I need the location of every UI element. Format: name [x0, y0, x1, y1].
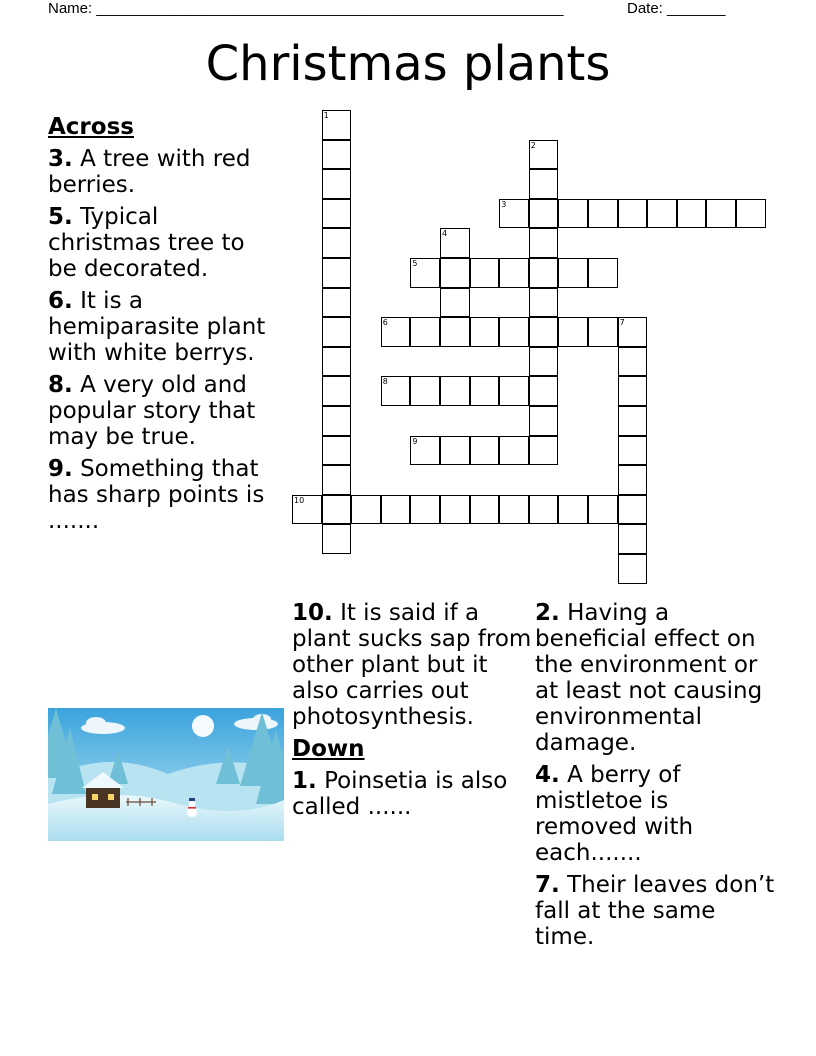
date-field-label: Date: _______ — [627, 0, 726, 17]
clue-text: Something that has sharp points is ....... — [48, 456, 265, 534]
cell-number: 7 — [619, 318, 625, 328]
crossword-cell[interactable] — [618, 495, 648, 525]
crossword-cell[interactable] — [351, 495, 381, 525]
sun-icon — [192, 715, 214, 737]
crossword-cell[interactable] — [322, 140, 352, 170]
crossword-cell[interactable] — [322, 406, 352, 436]
cell-number: 3 — [501, 199, 507, 209]
crossword-cell[interactable] — [529, 495, 559, 525]
across-clue — [292, 600, 532, 730]
down-heading: Down — [292, 736, 365, 762]
crossword-cell[interactable] — [529, 376, 559, 406]
crossword-cell[interactable] — [618, 376, 648, 406]
across-clue — [48, 204, 278, 282]
crossword-cell[interactable] — [647, 199, 677, 229]
cell-number: 6 — [382, 318, 388, 328]
clue-text: It is a hemiparasite plant with white berrys. — [48, 288, 266, 366]
clue-number: 6. — [48, 288, 73, 314]
crossword-cell[interactable] — [558, 317, 588, 347]
crossword-cell[interactable] — [499, 495, 529, 525]
across-clue — [48, 288, 278, 366]
cell-number: 8 — [382, 377, 388, 387]
crossword-cell[interactable] — [558, 495, 588, 525]
crossword-cell[interactable] — [440, 288, 470, 318]
cell-number: 4 — [442, 229, 448, 239]
crossword-cell[interactable] — [322, 228, 352, 258]
clue-text: A very old and popular story that may be true. — [48, 372, 256, 450]
crossword-cell[interactable] — [677, 199, 707, 229]
crossword-cell[interactable] — [440, 228, 470, 258]
crossword-cell[interactable] — [558, 199, 588, 229]
crossword-cell[interactable] — [410, 258, 440, 288]
cell-number: 10 — [294, 495, 305, 505]
crossword-cell[interactable] — [529, 228, 559, 258]
header-line — [48, 0, 726, 17]
clue-number: 5. — [48, 204, 73, 230]
down-clue — [292, 768, 532, 820]
crossword-cell[interactable] — [588, 495, 618, 525]
clue-text: Their leaves don’t fall at the same time. — [535, 872, 775, 950]
crossword-cell[interactable] — [322, 347, 352, 377]
crossword-cell[interactable] — [440, 317, 470, 347]
clue-number: 10. — [292, 600, 333, 626]
clue-number: 4. — [535, 762, 560, 788]
crossword-cell[interactable] — [381, 317, 411, 347]
crossword-cell[interactable] — [529, 169, 559, 199]
crossword-cell[interactable] — [529, 406, 559, 436]
crossword-cell[interactable] — [618, 317, 648, 347]
crossword-cell[interactable] — [618, 347, 648, 377]
right-column — [535, 600, 775, 956]
crossword-cell[interactable] — [322, 524, 352, 554]
crossword-cell[interactable] — [410, 495, 440, 525]
crossword-cell[interactable] — [618, 554, 648, 584]
crossword-cell[interactable] — [470, 376, 500, 406]
crossword-cell[interactable] — [322, 465, 352, 495]
crossword-cell[interactable] — [322, 199, 352, 229]
crossword-cell[interactable] — [440, 495, 470, 525]
clue-number: 1. — [292, 768, 317, 794]
crossword-cell[interactable] — [588, 258, 618, 288]
crossword-cell[interactable] — [529, 317, 559, 347]
down-clue — [535, 762, 775, 866]
middle-column — [292, 600, 532, 826]
clue-text: Having a beneficial effect on the environment or at least not causing environmental damage. — [535, 600, 763, 756]
cell-number: 5 — [412, 259, 418, 268]
crossword-cell[interactable] — [470, 258, 500, 288]
crossword-cell[interactable] — [322, 110, 352, 140]
clue-text: It is said if a plant sucks sap from other plant but it also carries out photosynthesis. — [292, 600, 532, 730]
across-heading: Across — [48, 114, 134, 140]
crossword-cell[interactable] — [529, 140, 559, 170]
crossword-cell[interactable] — [470, 317, 500, 347]
cell-number: 9 — [412, 436, 418, 446]
clue-number: 9. — [48, 456, 73, 482]
clue-number: 7. — [535, 872, 560, 898]
clue-text: A tree with red berries. — [48, 146, 251, 198]
clue-number: 2. — [535, 600, 560, 626]
crossword-cell[interactable] — [529, 199, 559, 229]
crossword-cell[interactable] — [440, 436, 470, 466]
across-clue — [48, 146, 278, 198]
crossword-cell[interactable] — [499, 376, 529, 406]
crossword-cell[interactable] — [470, 495, 500, 525]
crossword-cell[interactable] — [322, 376, 352, 406]
crossword-cell[interactable] — [529, 288, 559, 318]
crossword-cell[interactable] — [440, 376, 470, 406]
crossword-cell[interactable] — [618, 199, 648, 229]
name-field-label: Name: ________________________________________________________ — [48, 0, 564, 17]
crossword-cell[interactable] — [381, 495, 411, 525]
crossword-cell[interactable] — [618, 524, 648, 554]
across-clue — [48, 456, 278, 534]
crossword-cell[interactable] — [706, 199, 736, 229]
winter-scene-illustration — [48, 708, 284, 841]
crossword-cell[interactable] — [410, 376, 440, 406]
clue-text: Poinsetia is also called ...... — [292, 768, 508, 820]
crossword-cell[interactable] — [499, 258, 529, 288]
crossword-cell[interactable] — [381, 376, 411, 406]
crossword-cell[interactable] — [322, 436, 352, 466]
clue-number: 3. — [48, 146, 73, 172]
crossword-cell[interactable] — [440, 258, 470, 288]
crossword-cell[interactable] — [322, 317, 352, 347]
crossword-cell[interactable] — [322, 288, 352, 318]
crossword-cell[interactable] — [558, 258, 588, 288]
clue-number: 8. — [48, 372, 73, 398]
cell-number: 2 — [530, 140, 536, 150]
crossword-cell[interactable] — [322, 258, 352, 288]
crossword-cell[interactable] — [322, 169, 352, 199]
crossword-cell[interactable] — [588, 317, 618, 347]
down-clue — [535, 872, 775, 950]
crossword-cell[interactable] — [588, 199, 618, 229]
crossword-cell[interactable] — [410, 317, 440, 347]
cell-number: 1 — [323, 111, 329, 120]
crossword-cell[interactable] — [410, 436, 440, 466]
crossword-cell[interactable] — [618, 406, 648, 436]
across-column — [48, 114, 278, 540]
crossword-cell[interactable] — [529, 347, 559, 377]
crossword-cell[interactable] — [618, 436, 648, 466]
clue-text: Typical christmas tree to be decorated. — [48, 204, 245, 282]
crossword-cell[interactable] — [499, 436, 529, 466]
crossword-cell[interactable] — [499, 199, 529, 229]
page-title: Christmas plants — [205, 36, 611, 92]
crossword-cell[interactable] — [470, 436, 500, 466]
crossword-cell[interactable] — [529, 258, 559, 288]
crossword-cell[interactable] — [292, 495, 322, 525]
crossword-cell[interactable] — [322, 495, 352, 525]
crossword-cell[interactable] — [529, 436, 559, 466]
crossword-cell[interactable] — [618, 465, 648, 495]
down-clue — [535, 600, 775, 756]
crossword-cell[interactable] — [499, 317, 529, 347]
crossword-cell[interactable] — [736, 199, 766, 229]
clue-text: A berry of mistletoe is removed with each....... — [535, 762, 694, 866]
across-clue — [48, 372, 278, 450]
